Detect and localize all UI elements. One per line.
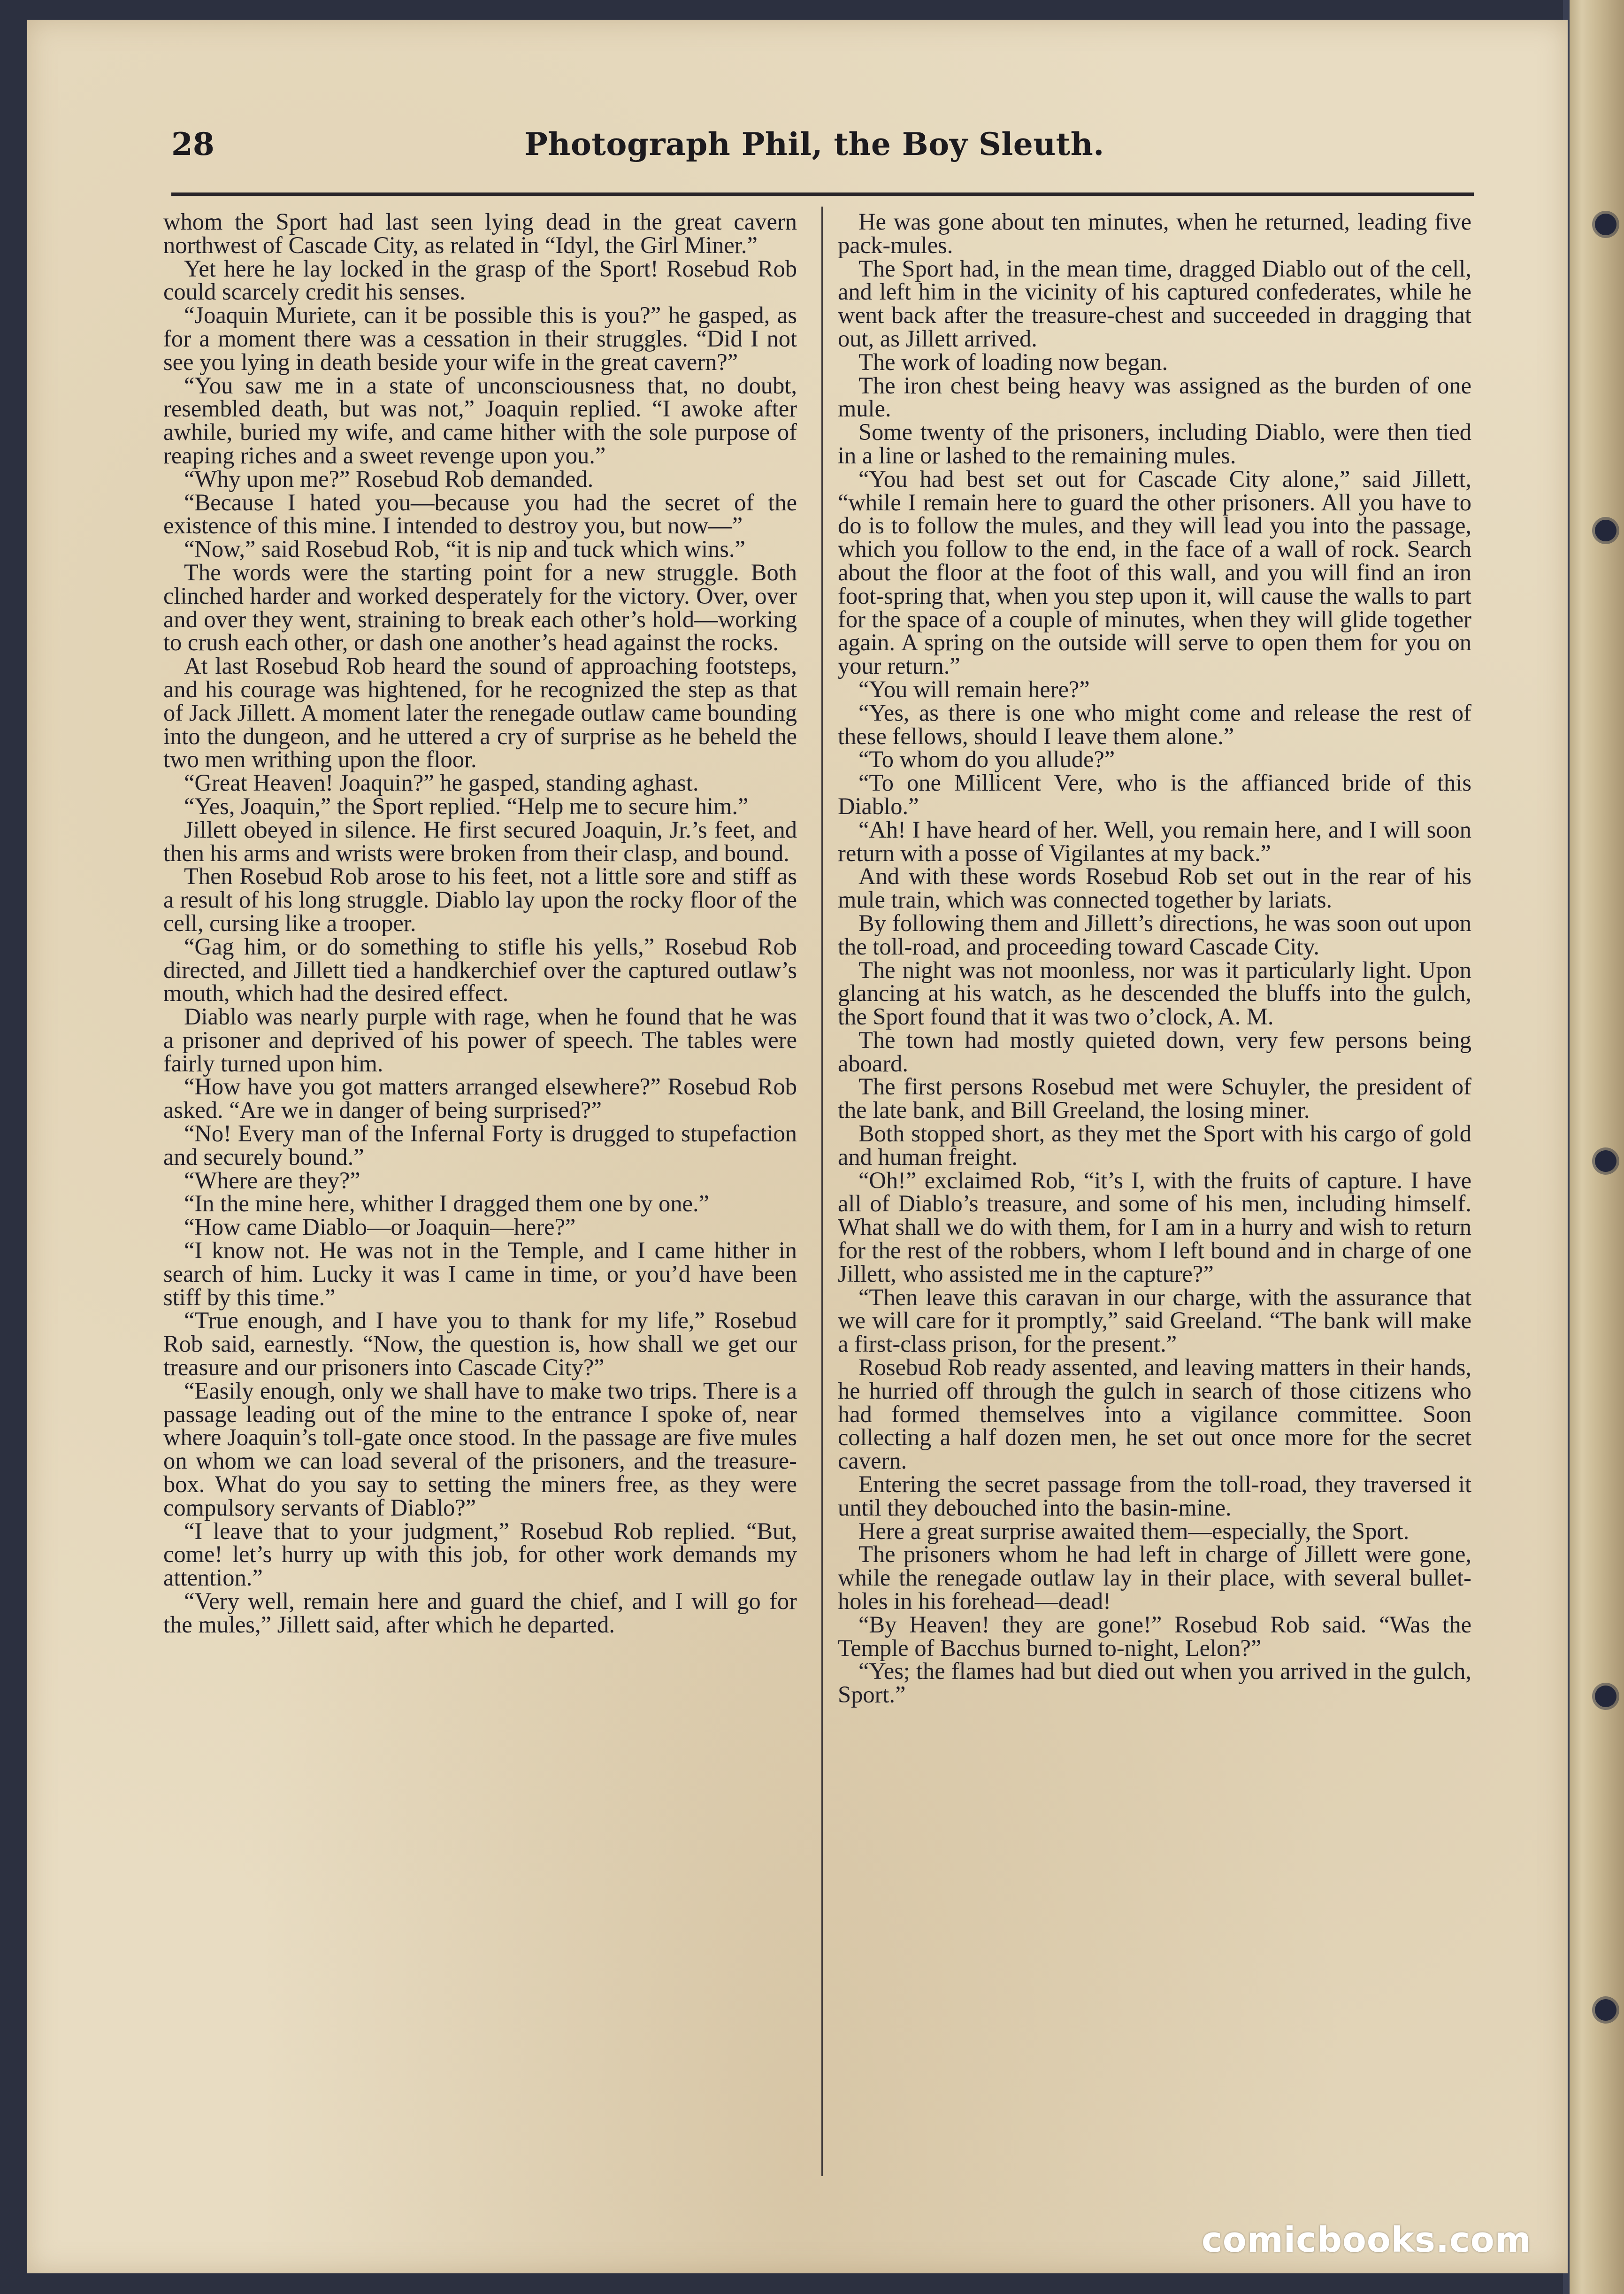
paragraph: Some twenty of the prisoners, including Diablo, were then tied in a line or lashed to the remaining mules. [838, 419, 1471, 469]
binding-staple [1595, 1999, 1616, 2021]
binding-staple [1595, 214, 1616, 235]
header-rule [171, 192, 1474, 196]
paragraph: And with these words Rosebud Rob set out in the rear of his mule train, which was connected together by lariats. [838, 863, 1471, 913]
paragraph: The first persons Rosebud met were Schuyler, the president of the late bank, and Bill Greeland, the losing miner. [838, 1073, 1471, 1124]
paragraph: “I know not. He was not in the Temple, and I came hither in search of him. Lucky it was I came in time, or you’d have been stiff by this time.” [163, 1237, 797, 1310]
paragraph: At last Rosebud Rob heard the sound of approaching footsteps, and his courage was hightened, for he recognized the step as that of Jack Jillett. A moment later the renegade outlaw came bounding into the dungeon, and he uttered a cry of surprise as he beheld the two men writhing upon the floor. [163, 653, 797, 773]
paragraph: Both stopped short, as they met the Sport with his cargo of gold and human freight. [838, 1120, 1471, 1170]
paragraph: The iron chest being heavy was assigned as the burden of one mule. [838, 372, 1471, 422]
paragraph: “Where are they?” [184, 1167, 360, 1193]
paragraph: “How have you got matters arranged elsewhere?” Rosebud Rob asked. “Are we in danger of being surprised?” [163, 1073, 797, 1124]
paragraph: “Now,” said Rosebud Rob, “it is nip and tuck which wins.” [184, 536, 745, 562]
paragraph: The Sport had, in the mean time, dragged Diablo out of the cell, and left him in the vicinity of his captured confederates, while he went back after the treasure-chest and succeeded in dragging that out, as Jillett arrived. [838, 255, 1471, 352]
paragraph: whom the Sport had last seen lying dead in the great cavern northwest of Cascade City, as related in “Idyl, the Girl Miner.” [163, 208, 797, 258]
paragraph: “Easily enough, only we shall have to make two trips. There is a passage leading out of the mine to the entrance I spoke of, near where Joaquin’s toll-gate once stood. In the passage are five mules on whom we can load several of the prisoners, and the treasure-box. What do you say to setting the miners free, as they were compulsory servants of Diablo?” [163, 1377, 797, 1521]
page-header [143, 123, 1486, 170]
paragraph: “Oh!” exclaimed Rob, “it’s I, with the fruits of capture. I have all of Diablo’s treasure, and some of his men, including himself. What shall we do with them, for I am in a hurry and wish to return for the rest of the robbers, whom I left bound and in charge of one Jillett, who assisted me in the capture?” [838, 1167, 1471, 1287]
paragraph: “Very well, remain here and guard the chief, and I will go for the mules,” Jillett said, after which he departed. [163, 1588, 797, 1638]
paragraph: “Joaquin Muriete, can it be possible this is you?” he gasped, as for a moment there was a cessation in their struggles. “Did I not see you lying in death beside your wife in the great cavern?” [163, 302, 797, 375]
paragraph: Here a great surprise awaited them—especially, the Sport. [858, 1517, 1410, 1544]
paragraph: “I leave that to your judgment,” Rosebud Rob replied. “But, come! let’s hurry up with this job, for other work demands my attention.” [163, 1517, 797, 1591]
paragraph: Diablo was nearly purple with rage, when he found that he was a prisoner and deprived of his power of speech. The tables were fairly turned upon him. [163, 1003, 797, 1077]
left-column [163, 210, 797, 1637]
paragraph: “Yes; the flames had but died out when you arrived in the gulch, Sport.” [838, 1658, 1471, 1708]
paragraph: “Ah! I have heard of her. Well, you remain here, and I will soon return with a posse of Vigilantes at my back.” [838, 816, 1471, 866]
paragraph: Jillett obeyed in silence. He first secured Joaquin, Jr.’s feet, and then his arms and wrists were broken from their clasp, and bound. [163, 816, 797, 866]
paragraph: The town had mostly quieted down, very few persons being aboard. [838, 1026, 1471, 1077]
paragraph: The night was not moonless, nor was it particularly light. Upon glancing at his watch, as he descended the bluffs into the gulch, the Sport found that it was two o’clock, A. M. [838, 956, 1471, 1030]
paragraph: “To whom do you allude?” [858, 746, 1115, 773]
paragraph: The prisoners whom he had left in charge of Jillett were gone, while the renegade outlaw lay in their place, with several bullet-holes in his forehead—dead! [838, 1541, 1471, 1615]
paragraph: “Yes, as there is one who might come and release the rest of these fellows, should I leave them alone.” [838, 699, 1471, 749]
paragraph: “To one Millicent Vere, who is the affianced bride of this Diablo.” [838, 770, 1471, 819]
paragraph: “Yes, Joaquin,” the Sport replied. “Help me to secure him.” [184, 793, 749, 819]
page-number: 28 [171, 126, 214, 162]
paragraph: “How came Diablo—or Joaquin—here?” [184, 1214, 576, 1240]
paragraph: “You had best set out for Cascade City alone,” said Jillett, “while I remain here to guard the other prisoners. All you have to do is to follow the mules, and they will lead you into the passage, which you follow to the end, in the face of a wall of rock. Search about the floor at the foot of this wall, and you will find an iron foot-spring that, when you step upon it, will cause the walls to part for the space of a couple of minutes, when they will glide together again. A spring on the outside will serve to open them for you on your return.” [838, 465, 1471, 679]
paragraph: “In the mine here, whither I dragged them one by one.” [184, 1190, 709, 1217]
paragraph: The words were the starting point for a new struggle. Both clinched harder and worked desperately for the victory. Over, over and over they went, straining to break each other’s hold—working to crush each other, or dash one another’s head against the rocks. [163, 559, 797, 656]
binding-staple [1595, 520, 1616, 541]
binding-staple [1595, 1150, 1616, 1172]
paragraph: “You saw me in a state of unconsciousness that, no doubt, resembled death, but was not,” Joaquin replied. “I awoke after awhile, buried my wife, and came hither with the sole purpose of reaping riches and a sweet revenge upon you.” [163, 372, 797, 469]
site-watermark: comicbooks.com [1202, 2220, 1532, 2260]
column-divider [821, 207, 823, 2176]
paragraph: “Gag him, or do something to stifle his yells,” Rosebud Rob directed, and Jillett tied a handkerchief over the captured outlaw’s mouth, which had the desired effect. [163, 933, 797, 1007]
paragraph: “True enough, and I have you to thank for my life,” Rosebud Rob said, earnestly. “Now, the question is, how shall we get our treasure and our prisoners into Cascade City?” [163, 1307, 797, 1381]
binding-staple [1595, 1686, 1616, 1707]
paragraph: “Because I hated you—because you had the secret of the existence of this mine. I intended to destroy you, but now—” [163, 489, 797, 539]
right-column [838, 210, 1471, 1707]
paragraph: “Great Heaven! Joaquin?” he gasped, standing aghast. [184, 770, 699, 796]
running-title: Photograph Phil, the Boy Sleuth. [524, 126, 1104, 162]
paragraph: Entering the secret passage from the toll-road, they traversed it until they debouched into the basin-mine. [838, 1471, 1471, 1521]
paragraph: The work of loading now began. [858, 348, 1168, 375]
paragraph: “Why upon me?” Rosebud Rob demanded. [184, 465, 594, 492]
paragraph: Then Rosebud Rob arose to his feet, not a little sore and stiff as a result of his long struggle. Diablo lay upon the rocky floor of the cell, cursing like a trooper. [163, 863, 797, 936]
paragraph: “Then leave this caravan in our charge, with the assurance that we will care for it promptly,” said Greeland. “The bank will make a first-class prison, for the present.” [838, 1284, 1471, 1357]
paragraph: Yet here he lay locked in the grasp of the Sport! Rosebud Rob could scarcely credit his senses. [163, 255, 797, 305]
paragraph: By following them and Jillett’s directions, he was soon out upon the toll-road, and proceeding toward Cascade City. [838, 909, 1471, 960]
paragraph: “You will remain here?” [858, 676, 1090, 702]
paragraph: He was gone about ten minutes, when he returned, leading five pack-mules. [838, 208, 1471, 258]
book-binding [1568, 0, 1624, 2294]
paragraph: “No! Every man of the Infernal Forty is drugged to stupefaction and securely bound.” [163, 1120, 797, 1170]
paragraph: Rosebud Rob ready assented, and leaving matters in their hands, he hurried off through the gulch in search of those citizens who had formed themselves into a vigilance committee. Soon collecting a half dozen men, he set out once more for the secret cavern. [838, 1354, 1471, 1474]
paragraph: “By Heaven! they are gone!” Rosebud Rob said. “Was the Temple of Bacchus burned to-night, Lelon?” [838, 1611, 1471, 1661]
